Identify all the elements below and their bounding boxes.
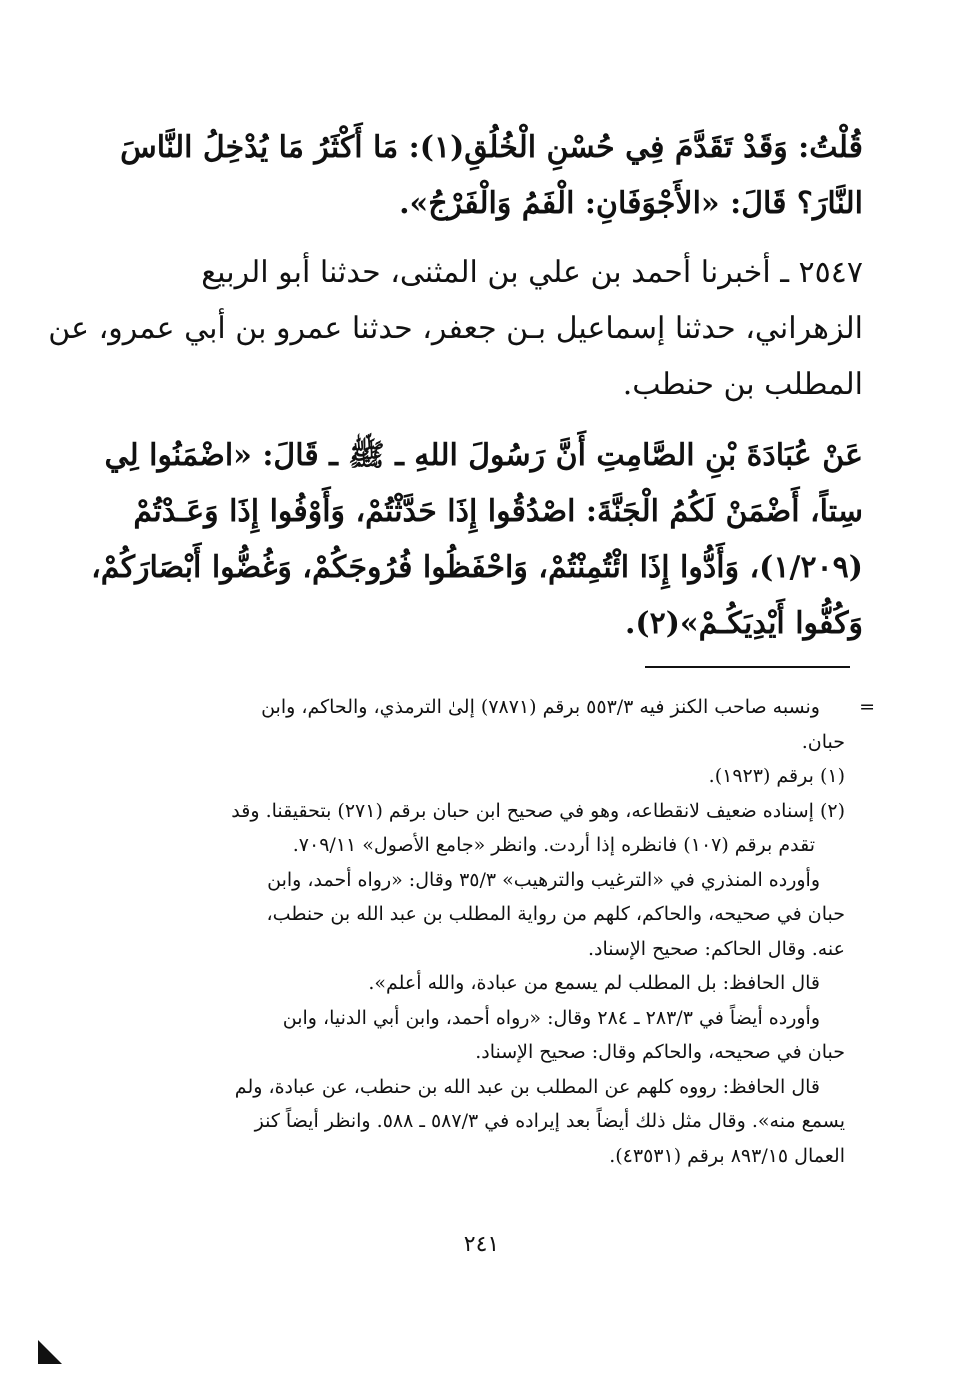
paragraph-hadith-comment bbox=[120, 120, 863, 232]
paragraph-hadith-text bbox=[91, 428, 863, 652]
text-line: المطلب بن حنطب. bbox=[622, 367, 863, 402]
note-line: حبان. bbox=[801, 730, 845, 753]
footnote-continuation bbox=[140, 690, 875, 759]
text-line: وَكُفُّوا أَيْدِيَكُـمْ»(٢). bbox=[624, 606, 863, 641]
page-number: ٢٤١ bbox=[463, 1232, 500, 1257]
text-line: الزهراني، حدثنا إسماعيل بـن جعفر، حدثنا عمرو بن أبي عمرو، عن bbox=[48, 311, 863, 346]
footnotes bbox=[140, 690, 875, 1173]
note-line: قال الحافظ: رووه كلهم عن المطلب بن عبد الله بن حنطب، عن عبادة، ولم bbox=[234, 1075, 820, 1098]
text-line: سِتاً، أَضْمَنْ لَكُمُ الْجَنَّةَ: اصْدُقُوا إِذَا حَدَّثْتُمْ، وَأَوْفُوا إِذَا وَعَـدْتُمْ bbox=[133, 494, 863, 529]
note-line: ونسبه صاحب الكنز فيه ٥٥٣/٣ برقم (٧٨٧١) إلىٰ الترمذي، والحاكم، وابن bbox=[261, 696, 820, 718]
text-line: النَّارَ؟ قَالَ: «الأَجْوَفَانِ: الْفَمُ وَالْفَرْجُ». bbox=[399, 186, 863, 221]
note-line: تقدم برقم (١٠٧) فانظره إذا أردت. وانظر «جامع الأصول» ٧٠٩/١١. bbox=[292, 834, 815, 856]
note-line: وأورده أيضاً في ٢٨٣/٣ ـ ٢٨٤ وقال: «رواه أحمد، وابن أبي الدنيا، وابن bbox=[282, 1006, 820, 1029]
note-line: حبان في صحيحه، والحاكم، كلهم من رواية المطلب بن عبد الله بن حنطب، bbox=[266, 903, 845, 925]
note-line: عنه. وقال الحاكم: صحيح الإسناد. bbox=[588, 937, 845, 960]
note-line: قال الحافظ: بل المطلب لم يسمع من عبادة، والله أعلم». bbox=[368, 972, 820, 994]
corner-triangle-icon bbox=[38, 1340, 62, 1364]
footnote-separator bbox=[645, 666, 850, 668]
footnote-2 bbox=[140, 794, 845, 1174]
text-line: (١/٢٠٩)، وَأَدُّوا إِذَا ائْتُمِنْتُمْ، وَاحْفَظُوا فُرُوجَكُمْ، وَغُضُّوا أَبْصَارَكُمْ، bbox=[91, 550, 863, 585]
paragraph-isnad bbox=[48, 245, 863, 413]
footnote-1: (١) برقم (١٩٢٣). bbox=[708, 765, 845, 787]
continuation-mark: = bbox=[859, 696, 875, 718]
text-line: عَنْ عُبَادَةَ بْنِ الصَّامِتِ أَنَّ رَسُولَ اللهِ ـ ﷺ ـ قَالَ: «اضْمَنُوا لِي bbox=[104, 438, 863, 473]
note-line: يسمع منه». وقال مثل ذلك أيضاً بعد إيراده في ٥٨٧/٣ ـ ٥٨٨. وانظر أيضاً كنز bbox=[254, 1110, 845, 1132]
note-line: حبان في صحيحه، والحاكم وقال: صحيح الإسناد. bbox=[475, 1041, 845, 1063]
text-line: ٢٥٤٧ ـ أخبرنا أحمد بن علي بن المثنى، حدثنا أبو الربيع bbox=[201, 255, 863, 290]
note-line: العمال ٨٩٣/١٥ برقم (٤٣٥٣١). bbox=[609, 1144, 845, 1167]
note-line: (٢) إسناده ضعيف لانقطاعه، وهو في صحيح ابن حبان برقم (٢٧١) بتحقيقنا. وقد bbox=[231, 799, 845, 822]
text-line: قُلْتُ: وَقَدْ تَقَدَّمَ فِي حُسْنِ الْخُلُقِ(١): مَا أَكْثَرُ مَا يُدْخِلُ النَّاسَ bbox=[120, 130, 863, 165]
note-line: وأورده المنذري في «الترغيب والترهيب» ٣٥/٣ وقال: «رواه أحمد، وابن bbox=[267, 868, 820, 891]
